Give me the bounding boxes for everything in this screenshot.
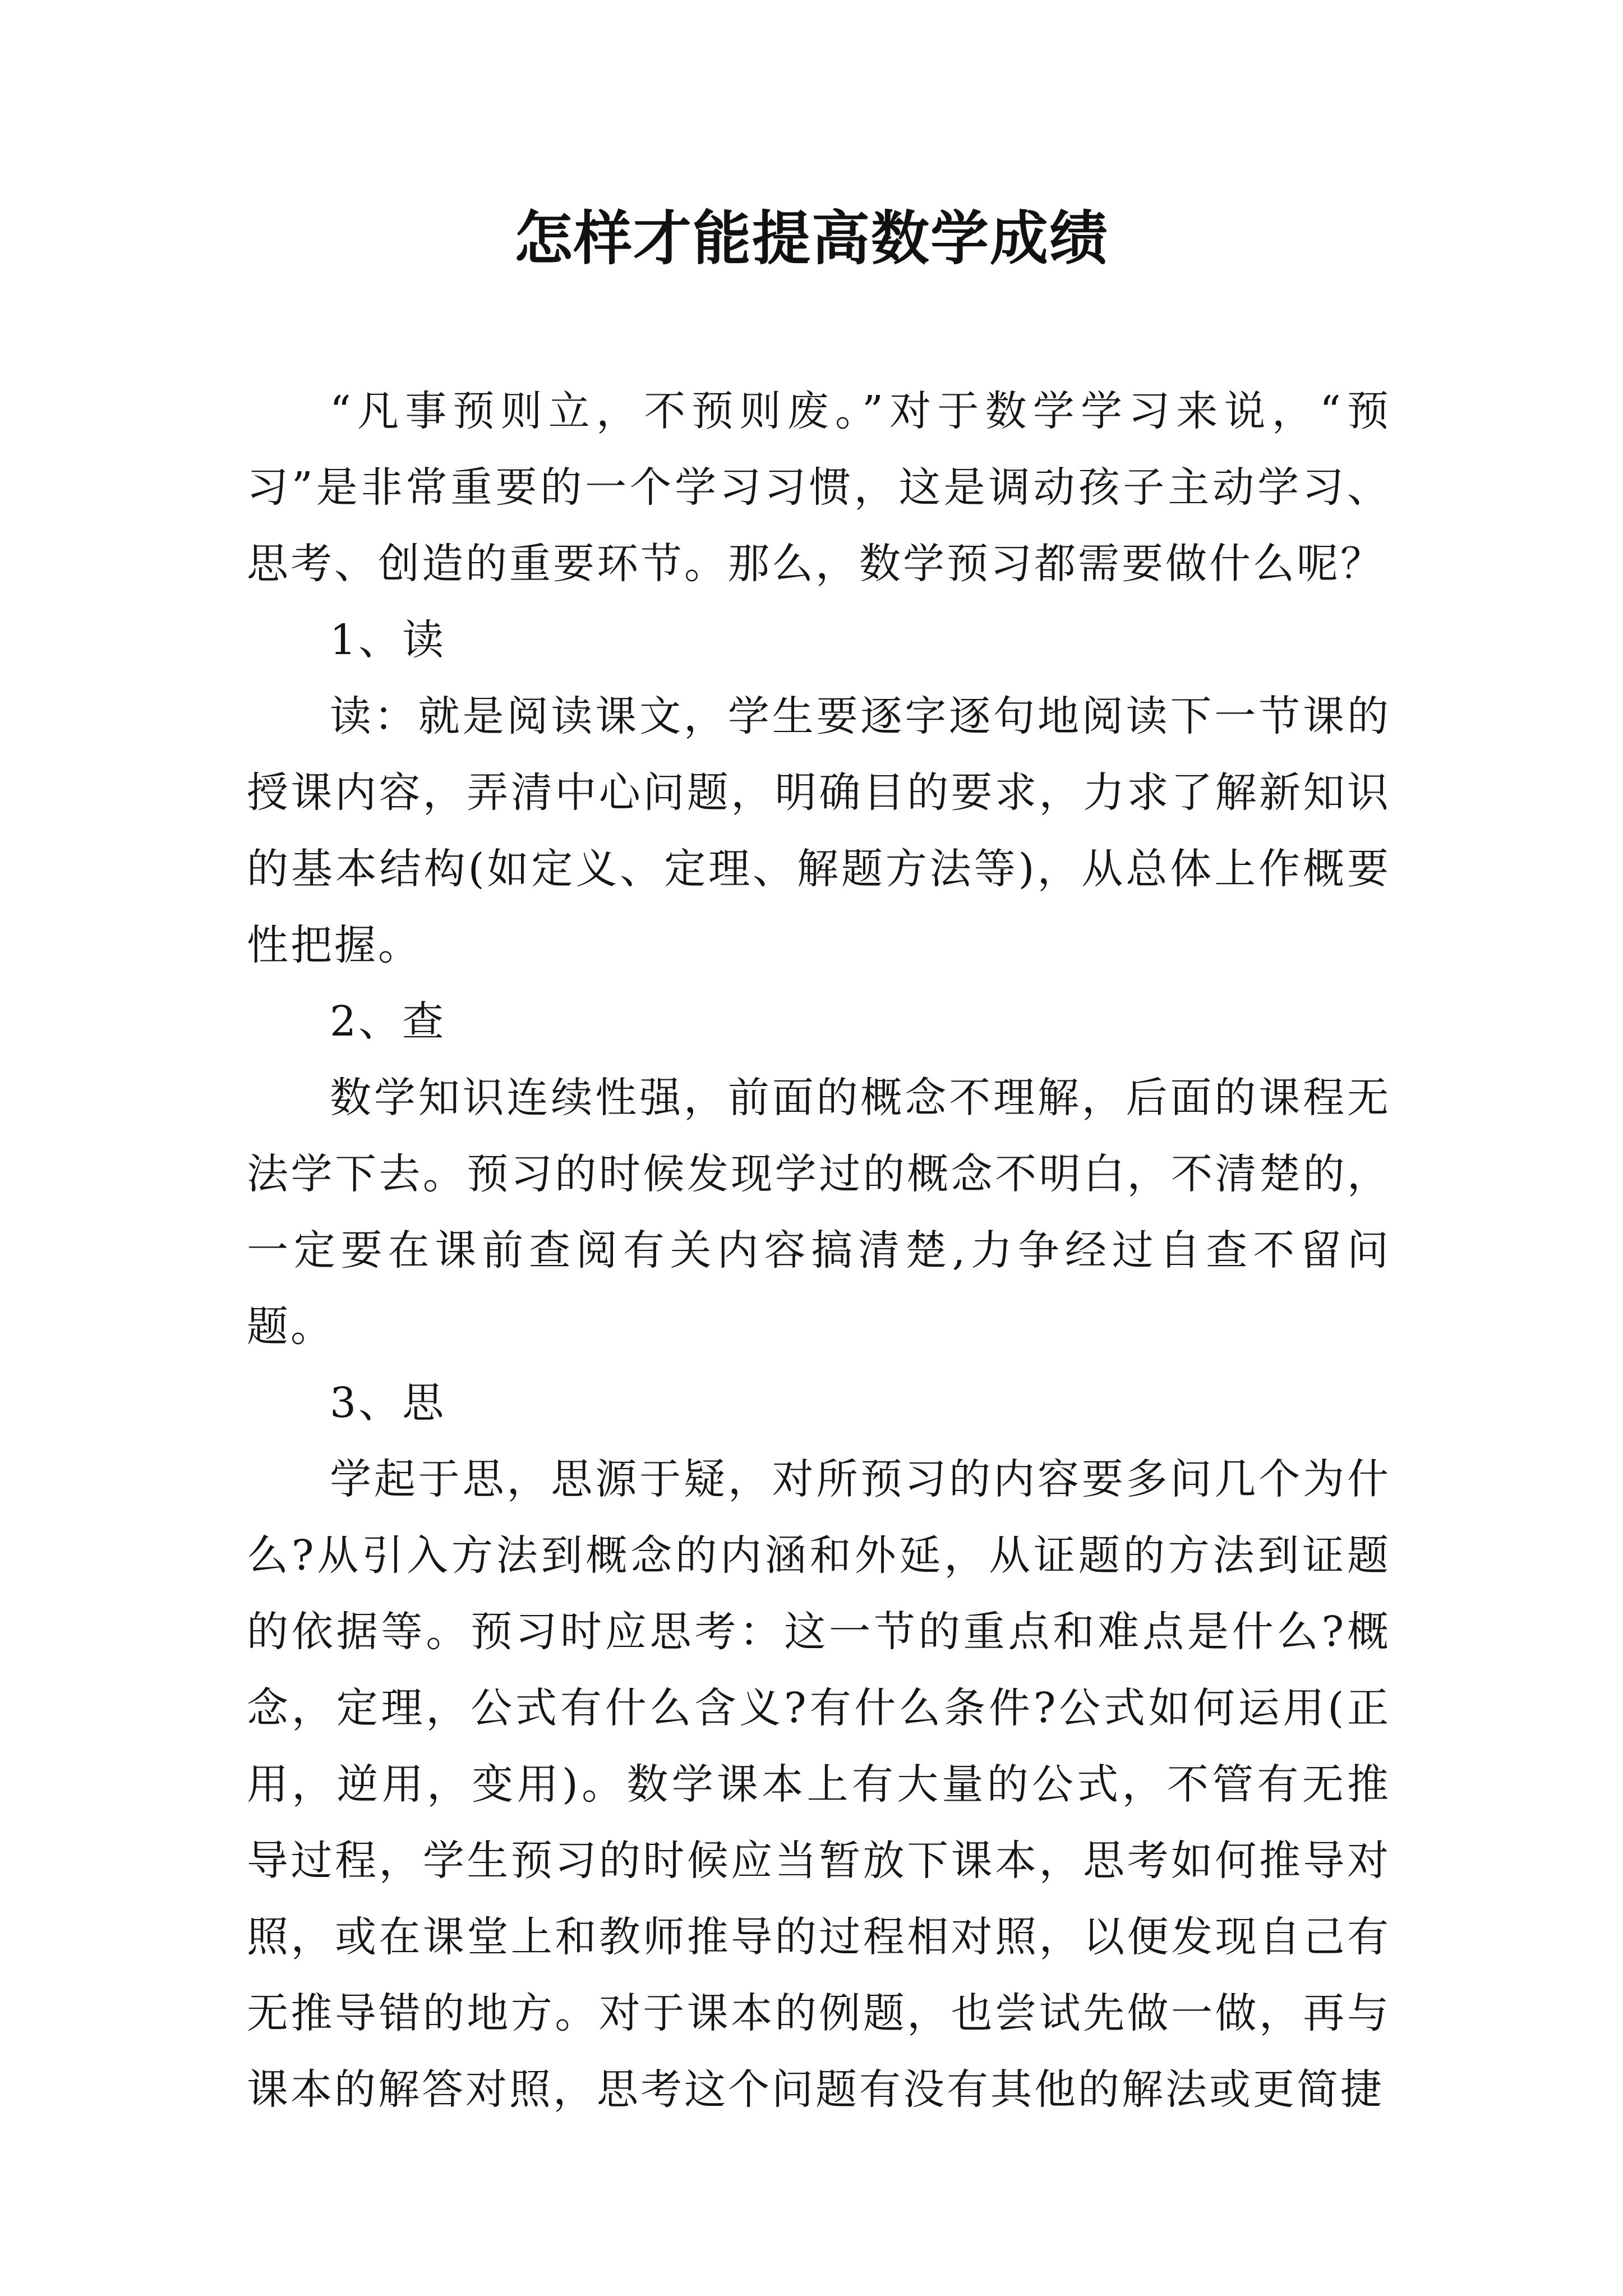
paragraph-read: 读：就是阅读课文，学生要逐字逐句地阅读下一节课的授课内容，弄清中心问题，明确目的要求，力求了解新知识的基本结构(如定义、定理、解题方法等)，从总体上作概要性把握。 [247, 692, 1391, 969]
section-heading-check: 2、查 [330, 997, 446, 1046]
document-body [247, 373, 1391, 2128]
paragraph-check: 数学知识连续性强，前面的概念不理解，后面的课程无法学下去。预习的时候发现学过的概念不明白，不清楚的，一定要在课前查阅有关内容搞清楚,力争经过自查不留问题。 [247, 1074, 1391, 1351]
paragraph-intro: “凡事预则立，不预则废。”对于数学学习来说，“预习”是非常重要的一个学习习惯，这是调动孩子主动学习、思考、创造的重要环节。那么，数学预习都需要做什么呢？ [247, 387, 1391, 588]
document-title: 怎样才能提高数学成绩 [514, 204, 1109, 273]
section-heading-read: 1、读 [330, 616, 446, 664]
paragraph-think: 学起于思，思源于疑，对所预习的内容要多问几个为什么?从引入方法到概念的内涵和外延，从证题的方法到证题的依据等。预习时应思考：这一节的重点和难点是什么?概念，定理，公式有什么含义?有什么条件?公式如何运用(正用，逆用，变用)。数学课本上有大量的公式，不管有无推导过程，学生预习的时候应当暂放下课本，思考如何推导对照，或在课堂上和教师推导的过程相对照，以便发现自己有无推导错的地方。对于课本的例题，也尝试先做一做，再与课本的解答对照，思考这个问题有没有其他的解法或更简捷 [247, 1455, 1391, 2114]
section-heading-think: 3、思 [330, 1379, 446, 1427]
